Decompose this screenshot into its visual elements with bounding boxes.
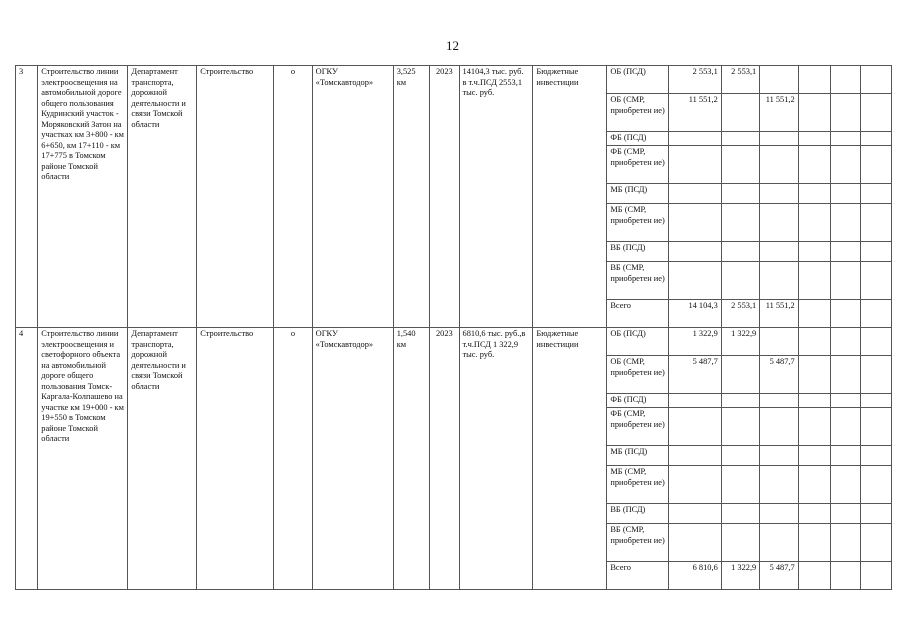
- year2-amount: [760, 394, 798, 408]
- total-amount: [669, 504, 722, 524]
- year2-amount: [760, 504, 798, 524]
- empty-cell: [861, 146, 892, 184]
- empty-cell: [831, 262, 861, 300]
- year1-amount: [721, 356, 759, 394]
- year2-amount: [760, 466, 798, 504]
- year2-amount: 11 551,2: [760, 94, 798, 132]
- empty-cell: [798, 184, 830, 204]
- empty-cell: [831, 328, 861, 356]
- total-amount: [669, 132, 722, 146]
- empty-cell: [798, 242, 830, 262]
- funding-source: Всего: [607, 300, 669, 328]
- empty-cell: [861, 262, 892, 300]
- year2-amount: [760, 242, 798, 262]
- project-name: Строительство линии электроосвещения на автомобильной дороге общего пользования Кудринский участок - Моряковский Затон на участках км 3+800 - км 6+650, км 17+110 - км 17+775 в Томском районе Томской области: [38, 66, 128, 328]
- empty-cell: [861, 204, 892, 242]
- year2-amount: [760, 66, 798, 94]
- empty-cell: [831, 466, 861, 504]
- flag: о: [274, 66, 312, 328]
- table-row: [16, 66, 892, 94]
- cost: 6810,6 тыс. руб.,в т.ч.ПСД 1 322,9 тыс. руб.: [459, 328, 533, 590]
- empty-cell: [861, 242, 892, 262]
- funding-source: МБ (ПСД): [607, 184, 669, 204]
- funding-source: Всего: [607, 562, 669, 590]
- funding-source: ВБ (ПСД): [607, 504, 669, 524]
- row-number: 4: [16, 328, 38, 590]
- funding-source: ОБ (ПСД): [607, 66, 669, 94]
- year1-amount: [721, 446, 759, 466]
- empty-cell: [831, 66, 861, 94]
- investment-form: Бюджетные инвестиции: [533, 66, 607, 328]
- total-amount: [669, 146, 722, 184]
- empty-cell: [831, 94, 861, 132]
- total-amount: 14 104,3: [669, 300, 722, 328]
- funding-source: МБ (ПСД): [607, 446, 669, 466]
- total-amount: 6 810,6: [669, 562, 722, 590]
- empty-cell: [831, 504, 861, 524]
- work-type: Строительство: [197, 66, 274, 328]
- empty-cell: [861, 446, 892, 466]
- project-name: Строительство линии электроосвещения и светофорного объекта на автомобильной дороге общего пользования Томск-Каргала-Колпашево на участке км 19+000 - км 19+550 в Томском районе Томской области: [38, 328, 128, 590]
- funding-source: ВБ (СМР, приобретен ие): [607, 262, 669, 300]
- year1-amount: [721, 146, 759, 184]
- flag: о: [274, 328, 312, 590]
- empty-cell: [831, 204, 861, 242]
- empty-cell: [861, 328, 892, 356]
- year1-amount: [721, 94, 759, 132]
- funding-source: ВБ (ПСД): [607, 242, 669, 262]
- empty-cell: [831, 300, 861, 328]
- year1-amount: [721, 262, 759, 300]
- empty-cell: [861, 408, 892, 446]
- funding-source: ОБ (СМР, приобретен ие): [607, 94, 669, 132]
- year2-amount: [760, 446, 798, 466]
- total-amount: [669, 466, 722, 504]
- funding-source: ФБ (СМР, приобретен ие): [607, 146, 669, 184]
- year1-amount: [721, 204, 759, 242]
- funding-source: МБ (СМР, приобретен ие): [607, 466, 669, 504]
- year2-amount: [760, 132, 798, 146]
- empty-cell: [861, 132, 892, 146]
- capacity: 3,525 км: [393, 66, 429, 328]
- year2-amount: [760, 184, 798, 204]
- year: 2023: [430, 328, 459, 590]
- total-amount: 5 487,7: [669, 356, 722, 394]
- total-amount: [669, 184, 722, 204]
- empty-cell: [831, 356, 861, 394]
- total-amount: [669, 242, 722, 262]
- year: 2023: [430, 66, 459, 328]
- empty-cell: [861, 504, 892, 524]
- empty-cell: [798, 524, 830, 562]
- executor: ОГКУ «Томскавтодор»: [312, 66, 393, 328]
- year1-amount: [721, 524, 759, 562]
- empty-cell: [798, 262, 830, 300]
- empty-cell: [798, 132, 830, 146]
- total-amount: 2 553,1: [669, 66, 722, 94]
- year1-amount: [721, 184, 759, 204]
- total-amount: [669, 446, 722, 466]
- funding-source: ФБ (ПСД): [607, 394, 669, 408]
- empty-cell: [861, 66, 892, 94]
- empty-cell: [861, 94, 892, 132]
- year1-amount: 1 322,9: [721, 328, 759, 356]
- total-amount: [669, 408, 722, 446]
- year2-amount: [760, 524, 798, 562]
- empty-cell: [831, 242, 861, 262]
- empty-cell: [798, 504, 830, 524]
- empty-cell: [831, 446, 861, 466]
- investment-form: Бюджетные инвестиции: [533, 328, 607, 590]
- empty-cell: [798, 466, 830, 504]
- row-number: 3: [16, 66, 38, 328]
- empty-cell: [861, 184, 892, 204]
- empty-cell: [798, 562, 830, 590]
- executor: ОГКУ «Томскавтодор»: [312, 328, 393, 590]
- empty-cell: [798, 300, 830, 328]
- year1-amount: 2 553,1: [721, 66, 759, 94]
- empty-cell: [861, 300, 892, 328]
- funding-source: МБ (СМР, приобретен ие): [607, 204, 669, 242]
- year2-amount: [760, 146, 798, 184]
- empty-cell: [798, 408, 830, 446]
- year2-amount: [760, 408, 798, 446]
- total-amount: 1 322,9: [669, 328, 722, 356]
- empty-cell: [861, 562, 892, 590]
- empty-cell: [861, 466, 892, 504]
- investment-table: [15, 65, 892, 590]
- empty-cell: [798, 356, 830, 394]
- year2-amount: 5 487,7: [760, 356, 798, 394]
- total-amount: [669, 524, 722, 562]
- empty-cell: [798, 146, 830, 184]
- empty-cell: [861, 394, 892, 408]
- page-number: 12: [446, 38, 459, 53]
- total-amount: [669, 262, 722, 300]
- year1-amount: 1 322,9: [721, 562, 759, 590]
- funding-source: ФБ (ПСД): [607, 132, 669, 146]
- funding-source: ОБ (ПСД): [607, 328, 669, 356]
- empty-cell: [861, 356, 892, 394]
- year1-amount: [721, 132, 759, 146]
- table-row: [16, 328, 892, 356]
- empty-cell: [798, 328, 830, 356]
- empty-cell: [831, 408, 861, 446]
- empty-cell: [798, 94, 830, 132]
- year2-amount: [760, 262, 798, 300]
- year2-amount: [760, 328, 798, 356]
- empty-cell: [831, 394, 861, 408]
- year2-amount: 11 551,2: [760, 300, 798, 328]
- empty-cell: [861, 524, 892, 562]
- year1-amount: [721, 408, 759, 446]
- empty-cell: [798, 66, 830, 94]
- customer: Департамент транспорта, дорожной деятельности и связи Томской области: [128, 66, 197, 328]
- capacity: 1,540 км: [393, 328, 429, 590]
- funding-source: ФБ (СМР, приобретен ие): [607, 408, 669, 446]
- year1-amount: 2 553,1: [721, 300, 759, 328]
- empty-cell: [831, 184, 861, 204]
- empty-cell: [831, 562, 861, 590]
- total-amount: 11 551,2: [669, 94, 722, 132]
- empty-cell: [798, 204, 830, 242]
- year1-amount: [721, 466, 759, 504]
- funding-source: ВБ (СМР, приобретен ие): [607, 524, 669, 562]
- empty-cell: [831, 132, 861, 146]
- empty-cell: [831, 146, 861, 184]
- year1-amount: [721, 394, 759, 408]
- year1-amount: [721, 242, 759, 262]
- customer: Департамент транспорта, дорожной деятельности и связи Томской области: [128, 328, 197, 590]
- year2-amount: [760, 204, 798, 242]
- empty-cell: [798, 446, 830, 466]
- funding-source: ОБ (СМР, приобретен ие): [607, 356, 669, 394]
- empty-cell: [798, 394, 830, 408]
- year1-amount: [721, 504, 759, 524]
- empty-cell: [831, 524, 861, 562]
- total-amount: [669, 394, 722, 408]
- cost: 14104,3 тыс. руб. в т.ч.ПСД 2553,1 тыс. руб.: [459, 66, 533, 328]
- work-type: Строительство: [197, 328, 274, 590]
- total-amount: [669, 204, 722, 242]
- year2-amount: 5 487,7: [760, 562, 798, 590]
